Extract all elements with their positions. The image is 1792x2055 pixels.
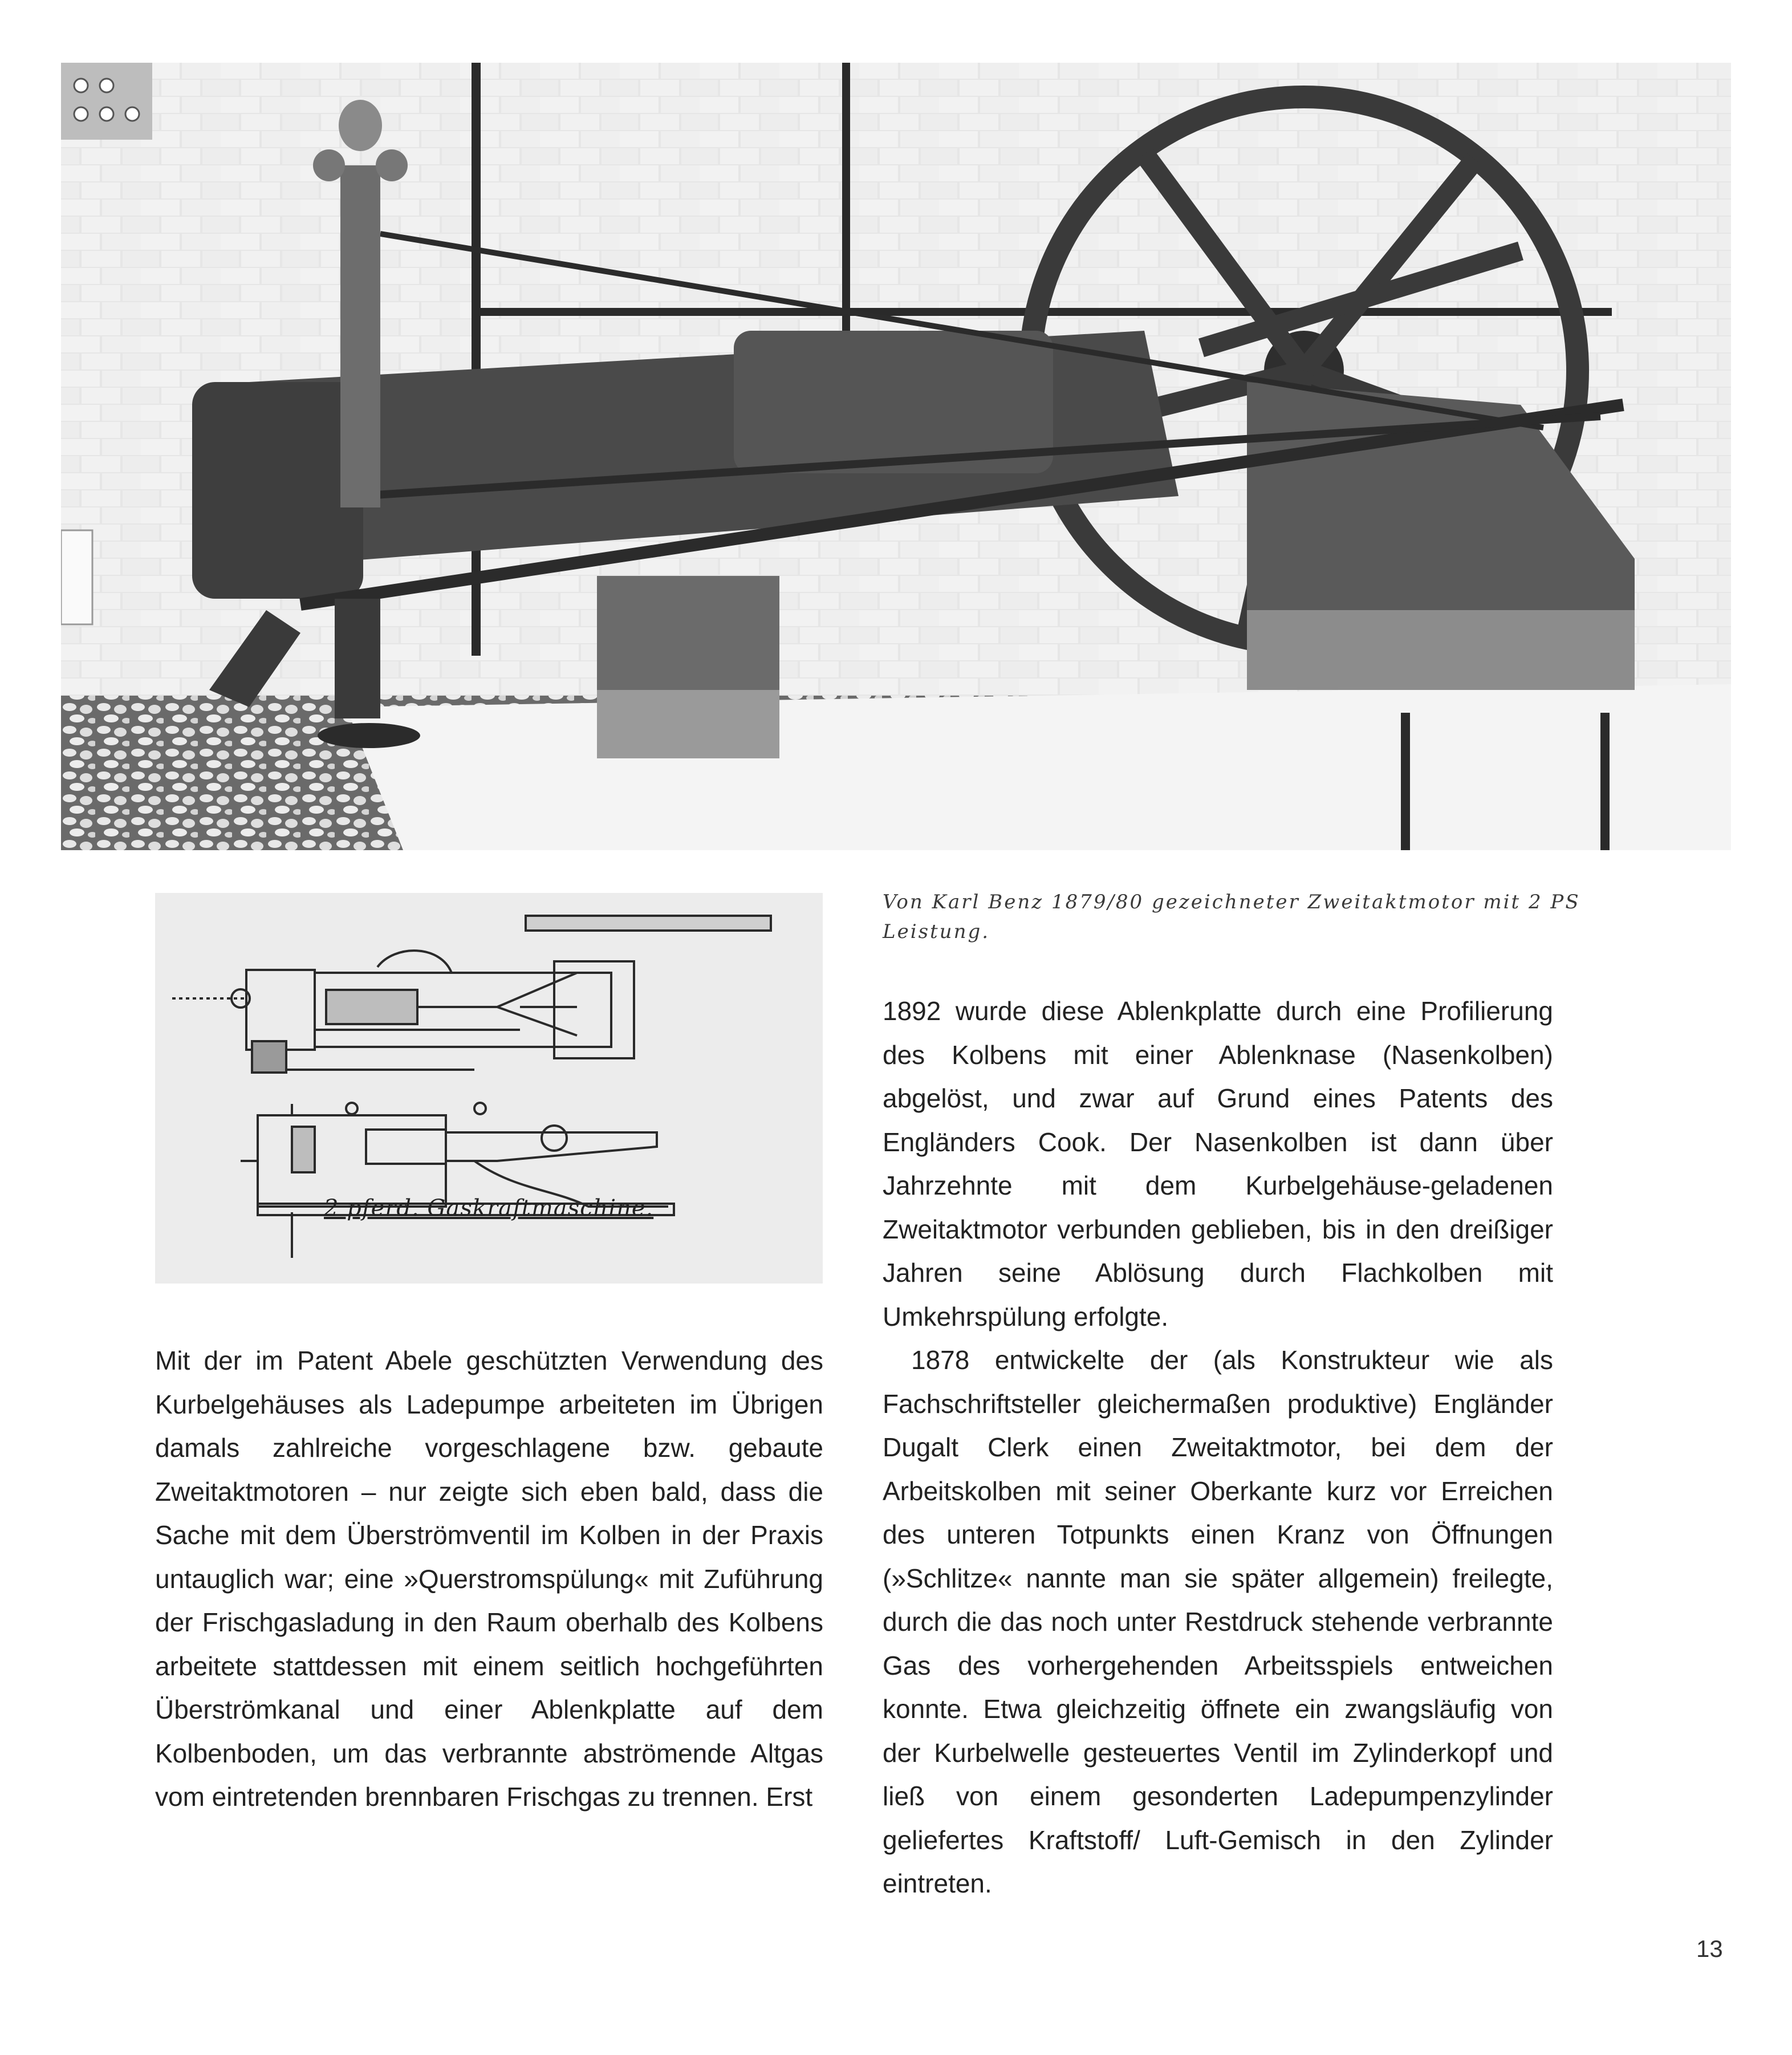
engine-technical-drawing xyxy=(155,893,823,1284)
right-paragraph-2: 1878 entwickelte der (als Konstrukteur wie als Fachschriftsteller gleichermaßen produktive) Engländer Dugalt Clerk einen Zweitaktmotor, bei dem der Arbeitskolben mit seiner Oberkante kurz vor Erreichen des unteren Totpunkts einen Kranz von Öffnungen (»Schlitze« nannte man sie später allgemein) freilegte, durch die das noch unter Restdruck stehende verbrannte Gas des vorhergehenden Arbeitsspiels entweichen konnte. Etwa gleichzeitig öffnete ein zwangsläufig von der Kurbelwelle gesteuertes Ventil im Zylinderkopf und ließ von einem gesonderten Ladepumpenzylinder geliefertes Kraftstoff/ Luft-Gemisch in den Zylinder eintreten. xyxy=(883,1345,1553,1898)
figure-caption: Von Karl Benz 1879/80 gezeichneter Zweitaktmotor mit 2 PS Leistung. xyxy=(883,891,1580,943)
drawing-label: 2 pferd. Gaskraftmaschine. xyxy=(324,1195,654,1221)
right-paragraph-1: 1892 wurde diese Ablenkplatte durch eine Profilierung des Kolbens mit einer Ablenknase (Nasenkolben) abgelöst, und zwar auf Grund eines Patents des Engländers Cook. Der Nasenkolben ist dann über Jahrzehnte mit dem Kurbelgehäuse-geladenen Zweitaktmotor verbunden geblieben, bis in den dreißiger Jahren seine Ablösung durch Flachkolben mit Umkehrspülung erfolgte. xyxy=(883,996,1553,1331)
page-number: 13 xyxy=(1696,1935,1723,1962)
left-column xyxy=(155,1339,823,1819)
left-paragraph-1: Mit der im Patent Abele geschützten Verwendung des Kurbelgehäuses als Ladepumpe arbeiteten im Übrigen damals zahlreiche vorgeschlagene bzw. gebaute Zweitaktmotoren – nur zeigte sich eben bald, dass die Sache mit dem Überströmventil im Kolben in der Praxis untauglich war; eine »Querstromspülung« mit Zuführung der Frischgasladung in den Raum oberhalb des Kolbens arbeitete stattdessen mit einem seitlich hochgeführten Überströmkanal und einer Ablenkplatte auf dem Kolbenboden, um das verbrannte abströmende Altgas vom eintretenden brennbaren Frischgas zu trennen. Erst xyxy=(155,1346,823,1812)
engine-photograph xyxy=(61,63,1731,850)
right-column xyxy=(883,989,1553,1906)
